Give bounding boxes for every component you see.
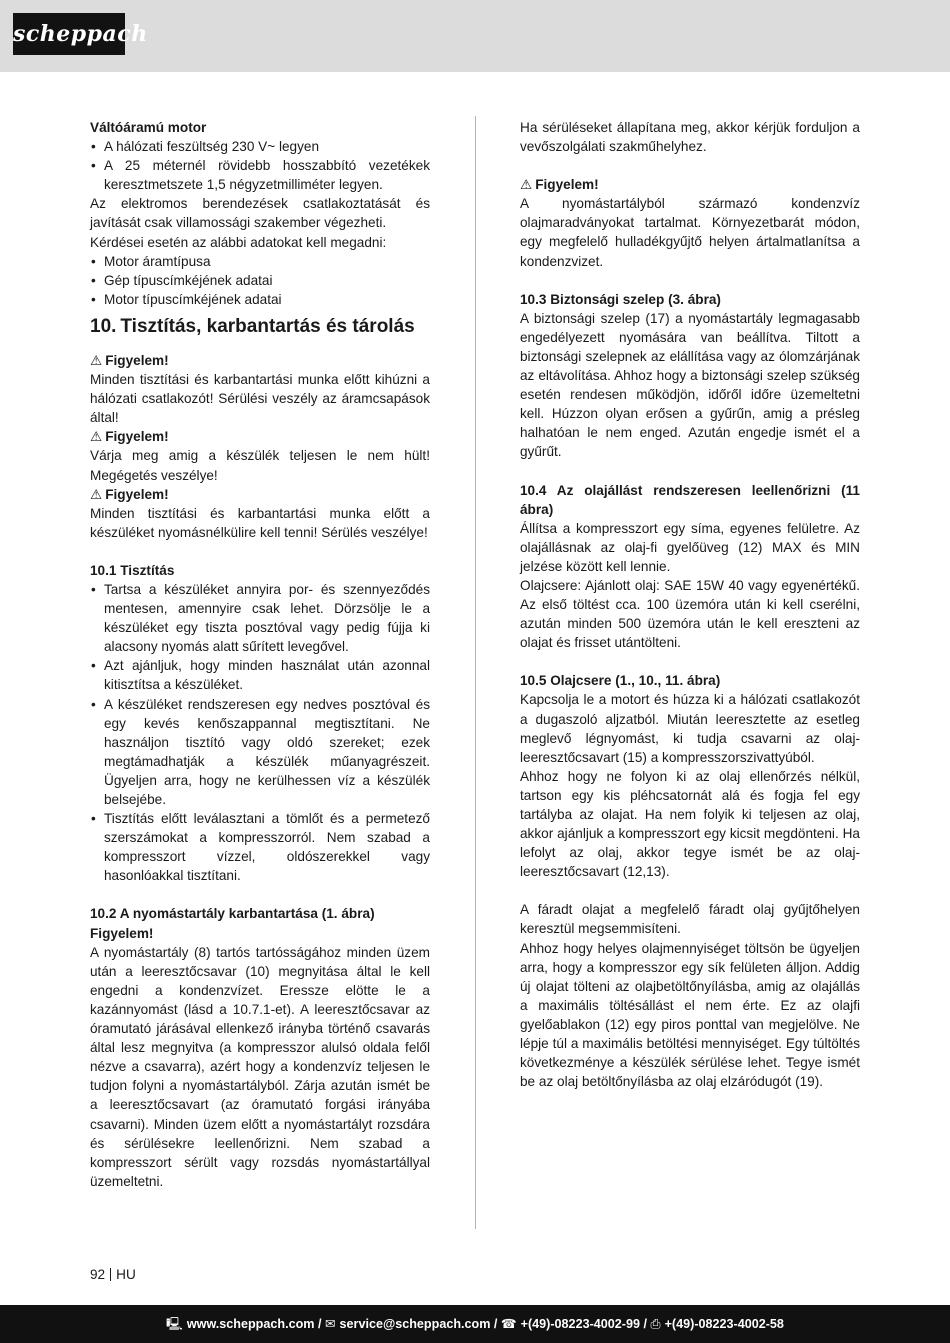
list-item: • Motor áramtípusa xyxy=(90,252,430,271)
page-separator xyxy=(110,1268,111,1281)
warning-triangle-icon: ⚠ xyxy=(90,352,103,368)
warning-label-text: Figyelem! xyxy=(105,352,169,368)
section-10-4-text: Állítsa a kompresszort egy síma, egyenes felületre. Az olajállásnak az olaj-fi gyelőüveg (12) MAX és MIN jelzése között kell lennie. xyxy=(520,520,860,574)
section-10-2-warning: Figyelem! xyxy=(90,925,154,941)
warning-label-text: Figyelem! xyxy=(105,429,169,445)
motor-bullet-list xyxy=(90,137,430,194)
page-number xyxy=(90,1265,136,1284)
language-code: HU xyxy=(116,1267,136,1282)
section-10-5-text: Kapcsolja le a motort és húzza ki a hálózati csatlakozót a dugaszoló aljzatból. Miután leeresztette az esetleg meglevő légnyomást, ki tudja csavarni az olaj-leeresztőcsavart (15) a kompresszorszivattyúból. xyxy=(520,692,860,765)
fax-icon: ⎙ xyxy=(650,1317,661,1331)
warning-label xyxy=(90,351,430,370)
list-item: • Azt ajánljuk, hogy minden használat után azonnal kitisztítsa a készüléket. xyxy=(90,656,430,694)
section-10-5-text: Ahhoz hogy ne folyon ki az olaj ellenőrzés nélkül, tartson egy kis pléhcsatornát alá és fogja fel egy tartályba az olajat. Ha nem folyik ki teljesen az olaj, akkor ajánljuk a kompresszort egy kicsit megdönteni. Ha lefolyt az olaj, akkor tegye ismét be az olaj-leeresztőcsavart (12,13). xyxy=(520,768,860,880)
list-item: • Motor típuscímkéjének adatai xyxy=(90,290,430,309)
list-item: • Tisztítás előtt leválasztani a tömlőt és a permetező szerszámokat a kompresszorról. Nem szabad a kompresszort vízzel, oldószerekkel vagy hasonlóakkal tisztítani. xyxy=(90,809,430,885)
section-10-4-oil-change: Olajcsere: Ajánlott olaj: SAE 15W 40 vagy egyenértékű. Az első töltést cca. 100 üzemóra után ki kell cserélni, azután minden 500 üzemóra után le kell ereszteni az olajat és frisset utántölteni. xyxy=(520,577,860,651)
phone-icon: ☎ xyxy=(500,1317,517,1331)
warning-text: Minden tisztítási és karbantartási munka előtt a készüléket nyomásnélkülire kell tenni! Sérülés veszélye! xyxy=(90,505,430,540)
warning-triangle-icon: ⚠ xyxy=(90,429,103,445)
warning-triangle-icon: ⚠ xyxy=(90,486,103,502)
warning-label xyxy=(90,427,430,446)
computer-icon: 🖳 xyxy=(166,1317,183,1331)
damage-text: Ha sérüléseket állapítana meg, akkor kérjük forduljon a vevőszolgálati szakműhelyhez. xyxy=(520,120,860,155)
section-10-5-text: A fáradt olajat a megfelelő fáradt olaj gyűjtőhelyen keresztül megsemmisíteni. xyxy=(520,902,860,937)
page-number-value: 92 xyxy=(90,1267,106,1282)
section-10-5-heading: 10.5 Olajcsere (1., 10., 11. ábra) xyxy=(520,673,721,689)
section-10-3-heading: 10.3 Biztonsági szelep (3. ábra) xyxy=(520,291,721,307)
motor-heading: Váltóáramú motor xyxy=(90,120,207,135)
scheppach-logo: scheppach xyxy=(13,13,125,55)
header-band xyxy=(0,0,950,72)
list-item: • A hálózati feszültség 230 V~ legyen xyxy=(90,137,430,156)
section-10-1-heading: 10.1 Tisztítás xyxy=(90,562,175,578)
list-item: • A 25 méternél rövidebb hosszabbító vezetékek keresztmetszete 1,5 négyzetmilliméter legyen. xyxy=(90,156,430,194)
warning-text: Minden tisztítási és karbantartási munka előtt kihúzni a hálózati csatlakozót! Sérülési veszély az áramcsapások által! xyxy=(90,372,430,426)
warning-triangle-icon: ⚠ xyxy=(520,177,533,193)
warning-text: Várja meg amig a készülék teljesen le nem hült! Megégetés veszélye! xyxy=(90,448,430,483)
motor-text: Az elektromos berendezések csatlakoztatását és javítását csak villamossági szakember végezheti. xyxy=(90,196,430,231)
warning-label xyxy=(90,485,430,504)
mail-icon: ✉ xyxy=(324,1317,336,1331)
section-10-3-text: A biztonsági szelep (17) a nyomástartály legmagasabb engedélyezett nyomására van beállítva. Tiltott a biztonsági szelepnek az elállítása vagy az ólomzárjának az eltávolítása. Ahhoz hogy a biztonsági szelep szükség esetén rendesen működjön, időről időre üzemeltetni kell. Húzzon olyan erősen a gyűrűn, amig a présleg halhatóan le nem enged. Azután engedje ismét el a gyűrűt. xyxy=(520,310,860,460)
warning-label-text: Figyelem! xyxy=(105,486,169,502)
phone-number: +(49)-08223-4002-99 / xyxy=(520,1317,647,1331)
list-item: • Gép típuscímkéjének adatai xyxy=(90,271,430,290)
section-10-4-heading: 10.4 Az olajállást rendszeresen leellenőrizni (11 ábra) xyxy=(520,482,860,517)
contact-footer xyxy=(0,1305,950,1343)
motor-question: Kérdései esetén az alábbi adatokat kell megadni: xyxy=(90,234,387,250)
section-10-2-text: A nyomástartály (8) tartós tartósságához minden üzem után a leeresztőcsavar (10) megnyitása által le kell engedni a kondenzvízet. Eressze elötte le a kazánnyomást (lásd a 10.7.1-et). A leeresztőcsavar az óramutató járásával ellenkező irányba történő csavarás által lesz megnyitva (a kompresszor alulsó oldala felől nézve a csavarra), azért hogy a kondenzvíz teljesen le tudjon folyni a nyomástartályból. Zárja azután ismét be a leeresztőcsavart (az óramutató forgási irányába csavarni). Minden üzem előtt a nyomástartályt rozsdára és sérülésekre leellenőrizni. Nem szabad a kompresszort sérült vagy rozsdás nyomástartállyal üzemeltetni. xyxy=(90,944,430,1189)
warning-label-text: Figyelem! xyxy=(535,177,599,193)
warning-text: A nyomástartályból származó kondenzvíz olajmaradványokat tartalmat. Környezetbarát módon, egy megfelelő hulladékgyűjtő helyen ártalmatlanítsa a kondenzvizet. xyxy=(520,196,860,269)
column-divider xyxy=(475,116,476,1229)
left-column xyxy=(90,118,430,1191)
motor-data-list xyxy=(90,252,430,309)
list-item: • Tartsa a készüléket annyira por- és szennyeződés mentesen, amennyire csak lehet. Dörzsölje le a készüléket egy tiszta posztóval vagy pedig fújja ki alacsony nyomás alatt sűrített levegővel. xyxy=(90,580,430,656)
warning-label xyxy=(520,175,860,194)
section-10-number: 10. xyxy=(90,315,117,337)
section-10-heading xyxy=(90,309,430,342)
fax-number: +(49)-08223-4002-58 xyxy=(664,1317,784,1331)
right-column xyxy=(520,118,860,1091)
email-link[interactable]: service@scheppach.com / xyxy=(339,1317,498,1331)
section-10-5-text: Ahhoz hogy helyes olajmennyiséget töltsön be ügyeljen arra, hogy a kompresszor egy sík felületen álljon. Addig új olajat tölteni az olajbetöltőnyílásba, amig az olajállás a maximális töltésállást el nem érte. Ez az olajfi gyelőablakon (12) egy piros ponttal van megjelölve. Ne lépje túl a maximális betöltési mennyiséget. Egy túltöltés következménye a készülék sérülése lehet. Tegye ismét be az olaj betöltőnyílásba az olaj elzáródugót (19). xyxy=(520,940,860,1090)
list-item: • A készüléket rendszeresen egy nedves posztóval és egy kevés kenőszappannal megtisztítani. Ne használjon tisztító vagy oldó szereket; ezek megtámadhatják a készülék műanyagrészeit. Ügyeljen arra, hogy ne kerülhessen víz a készülék belsejébe. xyxy=(90,695,430,810)
website-link[interactable]: www.scheppach.com / xyxy=(186,1317,322,1331)
section-10-title: Tisztítás, karbantartás és tárolás xyxy=(120,315,415,337)
cleaning-list xyxy=(90,580,430,886)
section-10-2-heading: 10.2 A nyomástartály karbantartása (1. ábra) xyxy=(90,906,375,922)
